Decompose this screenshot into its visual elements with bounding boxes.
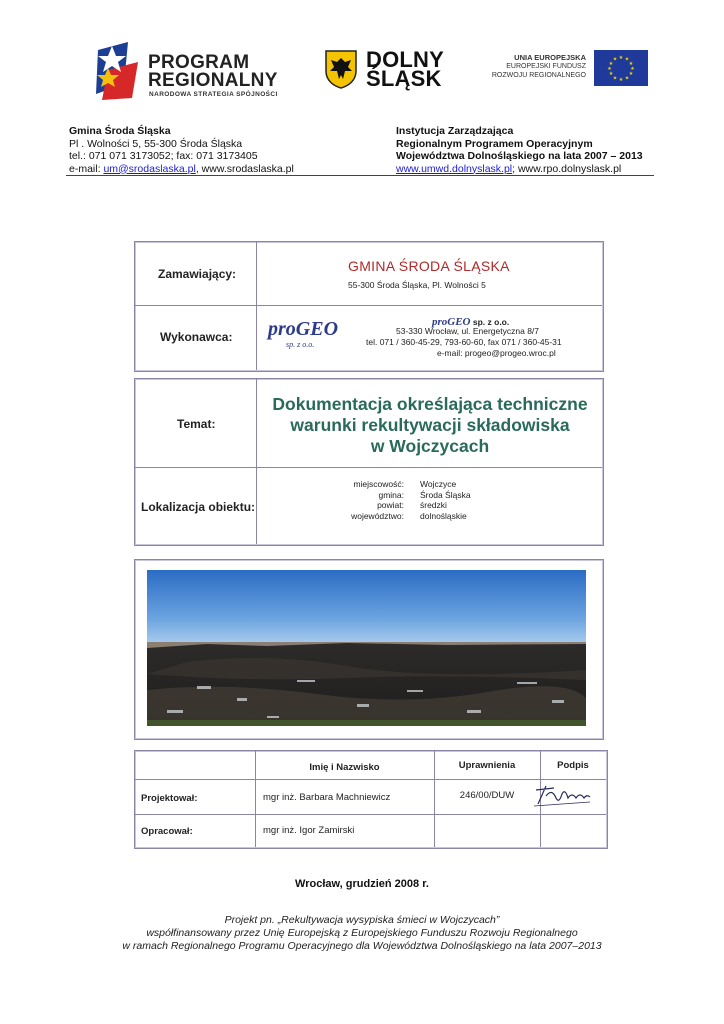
col-header-signature: Podpis <box>557 760 589 771</box>
dolny-line2: ŚLĄSK <box>366 66 442 91</box>
umwd-link[interactable]: www.umwd.dolnyslask.pl <box>396 162 513 175</box>
subject-box-divider-v <box>256 379 257 544</box>
svg-text:★: ★ <box>628 61 634 67</box>
dolny-slask-logo <box>324 47 454 91</box>
location-values <box>420 479 540 521</box>
loc-val-powiat: średzki <box>420 500 447 510</box>
eu-line3: ROZWOJU REGIONALNEGO <box>491 72 586 79</box>
signature-scribble-icon <box>532 782 594 808</box>
program-line1: PROGRAM <box>148 52 250 73</box>
authority-line3: Województwa Dolnośląskiego na lata 2007 – 2013 <box>396 150 643 162</box>
svg-text:★: ★ <box>630 66 635 72</box>
row-role-projektowal: Projektował: <box>141 793 198 804</box>
place-date: Wrocław, grudzień 2008 r. <box>295 878 429 890</box>
progeo-name: proGEO <box>432 316 471 328</box>
parties-box-divider-v <box>256 242 257 370</box>
row-license-projektowal: 246/00/DUW <box>459 790 515 801</box>
eu-flag-icon <box>594 50 648 86</box>
header-divider <box>66 175 654 176</box>
loc-val-gmina: Środa Śląska <box>420 489 471 500</box>
municipality-name: Gmina Środa Śląska <box>69 125 171 137</box>
svg-text:★: ★ <box>624 56 630 63</box>
sig-row1-divider <box>135 779 606 780</box>
program-regionalny-emblem-icon <box>94 40 140 100</box>
svg-text:★: ★ <box>618 77 624 83</box>
header-right <box>396 125 666 175</box>
municipality-contact <box>69 163 389 176</box>
svg-text:★: ★ <box>608 71 614 77</box>
client-name: GMINA ŚRODA ŚLĄSKA <box>348 258 510 274</box>
progeo-logo: proGEO <box>268 318 339 340</box>
municipality-www: , www.srodaslaska.pl <box>195 162 294 175</box>
progeo-email: e-mail: progeo@progeo.wroc.pl <box>437 348 556 358</box>
zamawiajacy-label: Zamawiający: <box>158 267 237 281</box>
header-left <box>69 125 389 175</box>
subject-box-divider-h <box>135 467 602 468</box>
footer-line2: współfinansowany przez Unię Europejską z Europejskiego Funduszu Rozwoju Regionalnego <box>146 927 578 939</box>
loc-key-powiat: powiat: <box>377 500 404 510</box>
progeo-name-suffix: sp. z o.o. <box>470 317 510 327</box>
municipality-phone: tel.: 071 071 3173052; fax: 071 3173405 <box>69 150 258 162</box>
col-header-name: Imię i Nazwisko <box>309 762 380 773</box>
progeo-logo-sub: sp. z o.o. <box>286 340 315 349</box>
parties-box-divider-h <box>135 305 602 306</box>
progeo-address: 53-330 Wrocław, ul. Energetyczna 8/7 <box>396 326 540 336</box>
wykonawca-label: Wykonawca: <box>160 330 233 344</box>
email-prefix: e-mail: <box>69 162 104 175</box>
landfill-photo <box>147 570 586 726</box>
svg-text:★: ★ <box>607 66 612 72</box>
footer-line3: w ramach Regionalnego Programu Operacyjnego dla Województwa Dolnośląskiego na lata 2007–2013 <box>122 940 602 952</box>
authority-www: ; www.rpo.dolnyslask.pl <box>512 162 622 175</box>
subject-line3: w Wojczycach <box>370 436 490 456</box>
authority-line2: Regionalnym Programem Operacyjnym <box>396 137 593 150</box>
row-name-opracowal: mgr inż. Igor Zamirski <box>263 825 355 836</box>
eu-line1: UNIA EUROPEJSKA <box>514 53 586 62</box>
location-keys <box>300 479 404 521</box>
subject-title <box>258 394 602 457</box>
program-line2: REGIONALNY <box>148 70 278 91</box>
svg-text:★: ★ <box>608 61 614 67</box>
lokalizacja-label: Lokalizacja obiektu: <box>141 500 256 514</box>
dolny-line1: DOLNY <box>366 47 444 72</box>
footer-note <box>0 914 724 953</box>
eu-line2: EUROPEJSKI FUNDUSZ <box>506 63 586 70</box>
loc-val-miejscowosc: Wojczyce <box>420 479 457 489</box>
footer-line1: Projekt pn. „Rekultywacja wysypiska śmieci w Wojczycach” <box>224 914 500 926</box>
subject-line2: warunki rekultywacji składowiska <box>290 415 570 435</box>
svg-text:★: ★ <box>618 55 624 61</box>
progeo-phone: tel. 071 / 360-45-29, 793-60-60, fax 071 / 360-45-31 <box>366 337 562 347</box>
authority-contact <box>396 163 666 176</box>
svg-text:★: ★ <box>612 75 618 82</box>
authority-line1: Instytucja Zarządzająca <box>396 125 514 137</box>
loc-val-wojewodztwo: dolnośląskie <box>420 510 467 521</box>
loc-key-wojewodztwo: województwo: <box>351 510 404 521</box>
sig-row2-divider <box>135 814 606 815</box>
program-regionalny-logo <box>94 40 294 102</box>
landfill-photo-image <box>147 570 586 726</box>
temat-label: Temat: <box>177 417 216 431</box>
subject-line1: Dokumentacja określająca techniczne <box>272 394 588 414</box>
row-role-opracowal: Opracował: <box>141 826 193 837</box>
col-header-license: Uprawnienia <box>458 760 516 771</box>
svg-text:★: ★ <box>628 71 634 77</box>
municipality-address: Pl . Wolności 5, 55-300 Środa Śląska <box>69 137 243 150</box>
loc-key-gmina: gmina: <box>378 489 404 500</box>
eu-logo-text <box>480 53 586 80</box>
program-subtitle: NARODOWA STRATEGIA SPÓJNOŚCI <box>149 91 278 98</box>
loc-key-miejscowosc: miejscowość: <box>353 479 404 489</box>
client-address: 55-300 Środa Śląska, Pl. Wolności 5 <box>348 280 486 290</box>
eagle-shield-icon <box>324 49 358 89</box>
svg-text:★: ★ <box>612 56 618 63</box>
municipality-email-link[interactable]: um@srodaslaska.pl <box>103 162 196 175</box>
row-name-projektowal: mgr inż. Barbara Machniewicz <box>263 792 391 803</box>
svg-text:★: ★ <box>624 75 630 82</box>
